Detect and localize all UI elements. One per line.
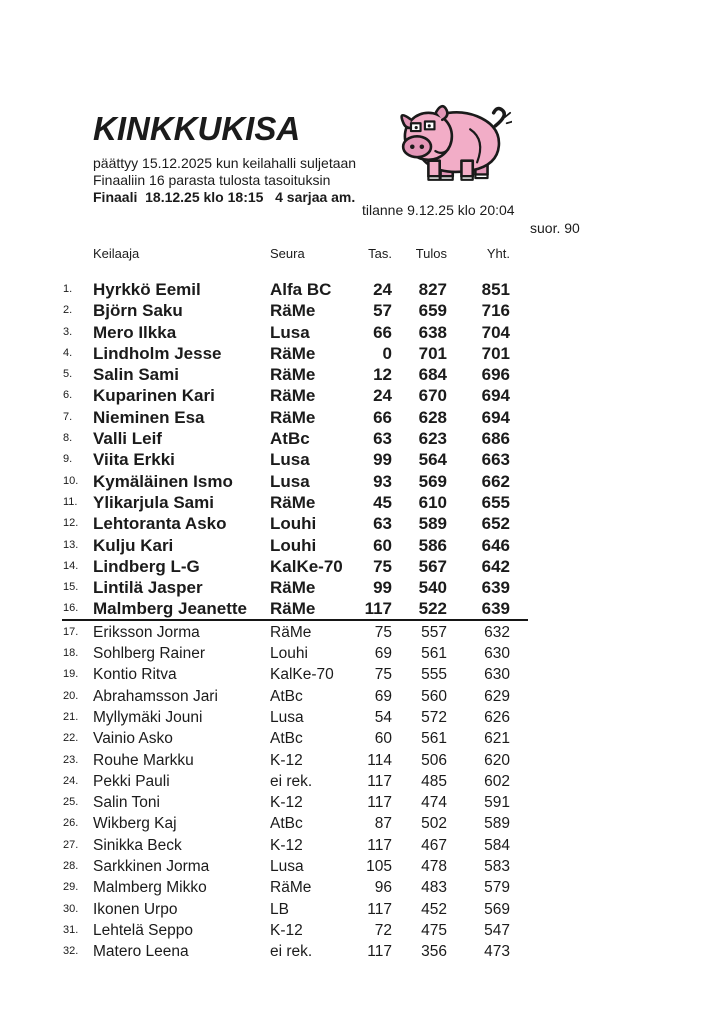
player-cell: Lindholm Jesse xyxy=(93,343,222,363)
total-cell: 663 xyxy=(481,450,510,470)
column-header-handicap: Tas. xyxy=(368,246,392,261)
player-cell: Lintilä Jasper xyxy=(93,578,203,598)
rank-cell: 7. xyxy=(63,410,73,423)
handicap-cell: 24 xyxy=(373,386,392,406)
player-cell: Vainio Asko xyxy=(93,730,173,748)
column-header-player: Keilaaja xyxy=(93,246,140,261)
club-cell: AtBc xyxy=(270,429,310,449)
rank-cell: 13. xyxy=(63,538,79,551)
rank-cell: 32. xyxy=(63,945,79,958)
handicap-cell: 87 xyxy=(374,815,392,833)
handicap-cell: 117 xyxy=(364,599,392,619)
handicap-cell: 117 xyxy=(367,900,392,918)
table-row xyxy=(63,920,510,941)
rank-cell: 19. xyxy=(63,668,79,681)
club-cell: Louhi xyxy=(270,514,317,534)
total-cell: 632 xyxy=(484,623,510,641)
score-cell: 623 xyxy=(418,429,447,449)
player-cell: Ikonen Urpo xyxy=(93,900,178,918)
table-row xyxy=(63,728,510,749)
club-cell: Louhi xyxy=(270,645,308,663)
rank-cell: 23. xyxy=(63,753,79,766)
score-cell: 475 xyxy=(421,921,447,939)
player-cell: Lehtelä Seppo xyxy=(93,921,193,939)
rank-cell: 26. xyxy=(63,817,79,830)
player-cell: Kontio Ritva xyxy=(93,666,177,684)
player-cell: Kulju Kari xyxy=(93,535,174,555)
table-row xyxy=(63,322,510,343)
handicap-cell: 66 xyxy=(373,407,392,427)
column-header-score: Tulos xyxy=(415,246,447,261)
header-block xyxy=(93,112,356,206)
score-cell: 567 xyxy=(418,556,447,576)
table-header-row xyxy=(63,246,510,261)
score-cell: 522 xyxy=(418,599,447,619)
score-cell: 483 xyxy=(421,879,447,897)
handicap-cell: 96 xyxy=(374,879,392,897)
player-cell: Sohlberg Rainer xyxy=(93,645,206,663)
handicap-cell: 60 xyxy=(373,535,392,555)
handicap-cell: 117 xyxy=(367,836,392,854)
handicap-cell: 12 xyxy=(373,365,392,385)
score-cell: 628 xyxy=(418,407,447,427)
score-cell: 356 xyxy=(421,943,447,961)
total-cell: 655 xyxy=(481,492,510,512)
handicap-cell: 66 xyxy=(373,322,392,342)
rank-cell: 20. xyxy=(63,689,79,702)
table-row xyxy=(63,577,510,598)
table-row xyxy=(63,877,510,898)
total-cell: 639 xyxy=(481,578,510,598)
rank-cell: 2. xyxy=(63,304,73,317)
total-cell: 591 xyxy=(484,794,510,812)
score-cell: 572 xyxy=(421,708,447,726)
handicap-cell: 63 xyxy=(373,429,392,449)
table-body xyxy=(63,279,510,963)
total-cell: 652 xyxy=(481,514,510,534)
table-row xyxy=(63,471,510,492)
total-cell: 583 xyxy=(484,858,510,876)
club-cell: LB xyxy=(270,900,289,918)
club-cell: RäMe xyxy=(270,879,312,897)
player-cell: Pekki Pauli xyxy=(93,772,170,790)
score-cell: 560 xyxy=(421,687,447,705)
table-row xyxy=(63,556,510,577)
handicap-cell: 60 xyxy=(374,730,392,748)
player-cell: Matero Leena xyxy=(93,943,189,961)
table-row xyxy=(63,686,510,707)
club-cell: RäMe xyxy=(270,343,316,363)
total-cell: 646 xyxy=(481,535,510,555)
rank-cell: 24. xyxy=(63,774,79,787)
pig-illustration xyxy=(390,98,512,185)
total-cell: 620 xyxy=(484,751,510,769)
player-cell: Myllymäki Jouni xyxy=(93,708,203,726)
rank-cell: 29. xyxy=(63,881,79,894)
handicap-cell: 75 xyxy=(374,623,392,641)
club-cell: Lusa xyxy=(270,450,310,470)
rank-cell: 27. xyxy=(63,838,79,851)
player-cell: Mero Ilkka xyxy=(93,322,177,342)
handicap-cell: 54 xyxy=(374,708,392,726)
total-cell: 547 xyxy=(484,921,510,939)
handicap-cell: 45 xyxy=(373,492,392,512)
total-cell: 716 xyxy=(481,301,510,321)
player-cell: Lehtoranta Asko xyxy=(93,514,227,534)
rank-cell: 1. xyxy=(63,283,73,295)
player-cell: Lindberg L-G xyxy=(93,556,200,576)
table-row xyxy=(63,622,510,643)
total-cell: 694 xyxy=(481,386,510,406)
player-cell: Malmberg Mikko xyxy=(93,879,207,897)
handicap-cell: 105 xyxy=(366,858,392,876)
handicap-cell: 99 xyxy=(373,578,392,598)
total-cell: 626 xyxy=(484,708,510,726)
player-cell: Ylikarjula Sami xyxy=(93,492,214,512)
handicap-cell: 63 xyxy=(373,514,392,534)
club-cell: RäMe xyxy=(270,386,316,406)
results-table xyxy=(63,246,510,963)
rank-cell: 25. xyxy=(63,796,79,809)
total-cell: 602 xyxy=(484,772,510,790)
handicap-cell: 69 xyxy=(374,687,392,705)
total-cell: 473 xyxy=(484,943,510,961)
player-cell: Malmberg Jeanette xyxy=(93,599,247,619)
total-cell: 851 xyxy=(481,280,510,299)
club-cell: KalKe-70 xyxy=(270,666,334,684)
table-row xyxy=(63,664,510,685)
page-title: KINKKUKISA xyxy=(93,110,301,147)
club-cell: KalKe-70 xyxy=(270,556,343,576)
total-cell: 639 xyxy=(481,599,510,619)
score-cell: 555 xyxy=(421,666,447,684)
table-row xyxy=(63,300,510,321)
club-cell: Alfa BC xyxy=(270,280,332,299)
player-cell: Valli Leif xyxy=(93,429,162,449)
player-cell: Hyrkkö Eemil xyxy=(93,280,201,299)
score-cell: 485 xyxy=(421,772,447,790)
performance-count: suor. 90 xyxy=(530,220,580,236)
club-cell: RäMe xyxy=(270,365,316,385)
table-row xyxy=(63,535,510,556)
player-cell: Kuparinen Kari xyxy=(93,386,215,406)
table-row xyxy=(63,707,510,728)
score-cell: 561 xyxy=(421,645,447,663)
score-cell: 701 xyxy=(418,343,447,363)
club-cell: K-12 xyxy=(270,751,303,769)
handicap-cell: 72 xyxy=(374,921,392,939)
player-cell: Kymäläinen Ismo xyxy=(93,471,233,491)
rank-cell: 17. xyxy=(63,625,79,638)
rank-cell: 10. xyxy=(63,474,79,487)
total-cell: 662 xyxy=(481,471,510,491)
table-row xyxy=(63,407,510,428)
player-cell: Wikberg Kaj xyxy=(93,815,177,833)
table-row xyxy=(63,835,510,856)
score-cell: 452 xyxy=(421,900,447,918)
rank-cell: 16. xyxy=(63,602,79,615)
handicap-cell: 75 xyxy=(373,556,392,576)
player-cell: Sinikka Beck xyxy=(93,836,182,854)
total-cell: 589 xyxy=(484,815,510,833)
rank-cell: 30. xyxy=(63,902,79,915)
score-cell: 610 xyxy=(418,492,447,512)
club-cell: RäMe xyxy=(270,492,316,512)
rank-cell: 3. xyxy=(63,325,73,338)
score-cell: 474 xyxy=(421,794,447,812)
column-header-club: Seura xyxy=(270,246,305,261)
total-cell: 694 xyxy=(481,407,510,427)
total-cell: 621 xyxy=(484,730,510,748)
rank-cell: 12. xyxy=(63,517,79,530)
club-cell: RäMe xyxy=(270,623,312,641)
table-row xyxy=(63,813,510,834)
total-cell: 630 xyxy=(484,666,510,684)
player-cell: Viita Erkki xyxy=(93,450,175,470)
score-cell: 561 xyxy=(421,730,447,748)
score-cell: 659 xyxy=(418,301,447,321)
rank-cell: 21. xyxy=(63,710,79,723)
status-timestamp: tilanne 9.12.25 klo 20:04 xyxy=(362,202,515,218)
rank-cell: 28. xyxy=(63,860,79,873)
rank-cell: 9. xyxy=(63,453,73,466)
player-cell: Abrahamsson Jari xyxy=(93,687,218,705)
score-cell: 684 xyxy=(418,365,447,385)
rank-cell: 14. xyxy=(63,559,79,572)
rank-cell: 8. xyxy=(63,432,73,445)
table-row xyxy=(63,428,510,449)
score-cell: 557 xyxy=(421,623,447,641)
total-cell: 579 xyxy=(484,879,510,897)
handicap-cell: 117 xyxy=(367,943,392,961)
rank-cell: 18. xyxy=(63,647,79,660)
score-cell: 827 xyxy=(418,280,447,299)
table-row xyxy=(63,385,510,406)
subtitle-deadline: päättyy 15.12.2025 kun keilahalli suljetaan xyxy=(93,155,357,171)
club-cell: RäMe xyxy=(270,407,316,427)
club-cell: RäMe xyxy=(270,301,316,321)
club-cell: ei rek. xyxy=(270,943,313,961)
player-cell: Rouhe Markku xyxy=(93,751,194,769)
rank-cell: 6. xyxy=(63,389,73,402)
score-cell: 502 xyxy=(421,815,447,833)
total-cell: 584 xyxy=(484,836,510,854)
player-cell: Eriksson Jorma xyxy=(93,623,200,641)
handicap-cell: 24 xyxy=(373,280,392,299)
total-cell: 696 xyxy=(481,365,510,385)
player-cell: Salin Toni xyxy=(93,794,160,812)
table-row xyxy=(63,792,510,813)
club-cell: Lusa xyxy=(270,471,310,491)
player-cell: Sarkkinen Jorma xyxy=(93,858,210,876)
rank-cell: 5. xyxy=(63,368,73,381)
club-cell: ei rek. xyxy=(270,772,313,790)
club-cell: K-12 xyxy=(270,921,303,939)
table-row xyxy=(63,513,510,534)
player-cell: Nieminen Esa xyxy=(93,407,205,427)
club-cell: Lusa xyxy=(270,322,310,342)
total-cell: 629 xyxy=(484,687,510,705)
total-cell: 642 xyxy=(481,556,510,576)
club-cell: Lusa xyxy=(270,708,304,726)
score-cell: 569 xyxy=(418,471,447,491)
club-cell: RäMe xyxy=(270,578,316,598)
rank-cell: 22. xyxy=(63,732,79,745)
handicap-cell: 117 xyxy=(367,772,392,790)
score-cell: 540 xyxy=(418,578,447,598)
club-cell: AtBc xyxy=(270,687,303,705)
table-row xyxy=(63,856,510,877)
total-cell: 701 xyxy=(481,343,510,363)
score-cell: 467 xyxy=(421,836,447,854)
handicap-cell: 75 xyxy=(374,666,392,684)
club-cell: RäMe xyxy=(270,599,316,619)
handicap-cell: 69 xyxy=(374,645,392,663)
table-row xyxy=(63,279,510,300)
club-cell: AtBc xyxy=(270,815,303,833)
total-cell: 569 xyxy=(484,900,510,918)
player-cell: Björn Saku xyxy=(93,301,183,321)
table-row xyxy=(63,771,510,792)
club-cell: Lusa xyxy=(270,858,304,876)
total-cell: 686 xyxy=(481,429,510,449)
column-header-total: Yht. xyxy=(486,246,510,261)
rank-cell: 4. xyxy=(63,346,73,359)
table-row xyxy=(63,598,510,619)
score-cell: 506 xyxy=(421,751,447,769)
total-cell: 630 xyxy=(484,645,510,663)
score-cell: 564 xyxy=(418,450,447,470)
total-cell: 704 xyxy=(481,322,510,342)
subtitle-final-schedule: Finaali 18.12.25 klo 18:15 4 sarjaa am. xyxy=(93,189,356,205)
score-cell: 638 xyxy=(418,322,447,342)
table-row xyxy=(63,899,510,920)
table-row xyxy=(63,364,510,385)
table-row xyxy=(63,941,510,962)
table-row xyxy=(63,750,510,771)
table-row xyxy=(63,492,510,513)
score-cell: 589 xyxy=(418,514,447,534)
club-cell: Louhi xyxy=(270,535,317,555)
club-cell: K-12 xyxy=(270,794,303,812)
table-row xyxy=(63,449,510,470)
rank-cell: 11. xyxy=(63,495,78,508)
club-cell: AtBc xyxy=(270,730,303,748)
player-cell: Salin Sami xyxy=(93,365,179,385)
rank-cell: 31. xyxy=(63,923,79,936)
handicap-cell: 114 xyxy=(367,751,392,769)
handicap-cell: 57 xyxy=(373,301,392,321)
score-cell: 478 xyxy=(421,858,447,876)
handicap-cell: 117 xyxy=(367,794,392,812)
handicap-cell: 93 xyxy=(373,471,392,491)
table-row xyxy=(63,643,510,664)
rank-cell: 15. xyxy=(63,581,79,594)
score-cell: 670 xyxy=(418,386,447,406)
table-row xyxy=(63,343,510,364)
club-cell: K-12 xyxy=(270,836,303,854)
score-cell: 586 xyxy=(418,535,447,555)
handicap-cell: 0 xyxy=(382,343,392,363)
subtitle-final-qualify: Finaaliin 16 parasta tulosta tasoituksin xyxy=(93,172,331,188)
handicap-cell: 99 xyxy=(373,450,392,470)
